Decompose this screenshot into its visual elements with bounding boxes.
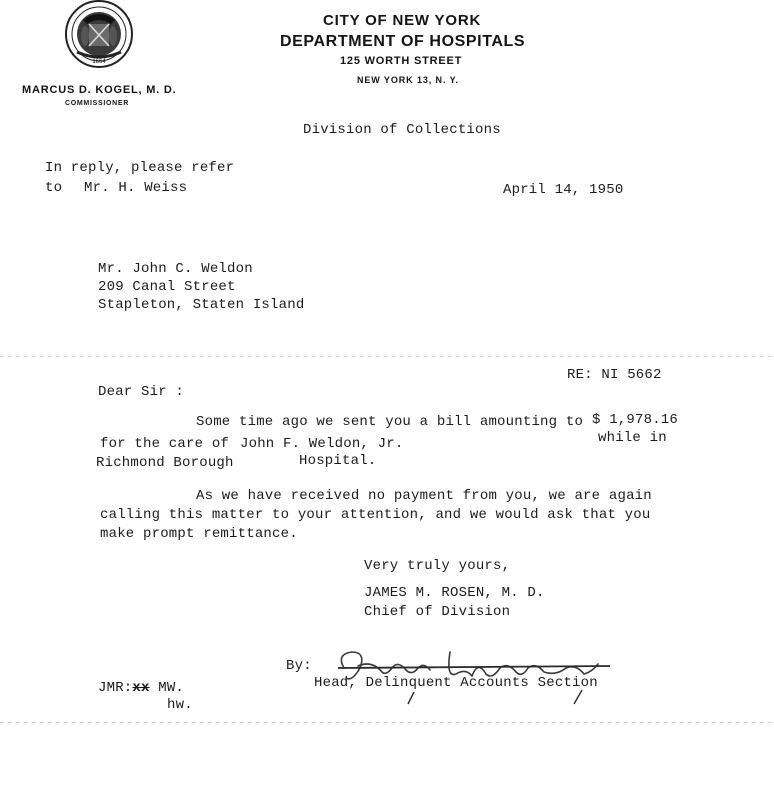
body-p1-while-in: while in — [598, 430, 667, 446]
handwritten-signature — [322, 638, 622, 706]
signer-name: JAMES M. ROSEN, M. D. — [364, 585, 545, 601]
signer-title: Chief of Division — [364, 604, 511, 620]
letterhead-street: 125 WORTH STREET — [340, 55, 463, 67]
salutation: Dear Sir : — [98, 384, 185, 400]
reply-line: In reply, please refer — [45, 160, 235, 176]
fold-line-bottom — [0, 722, 774, 723]
bill-amount: $ 1,978.16 — [592, 412, 679, 428]
body-p1-line1: Some time ago we sent you a bill amounting to — [196, 414, 584, 430]
valediction: Very truly yours, — [364, 558, 511, 574]
commissioner-title: COMMISSIONER — [65, 100, 130, 107]
fold-line-top — [0, 356, 774, 357]
body-p1-line2: for the care of — [100, 436, 230, 452]
hospital-word: Hospital. — [299, 453, 377, 469]
reference-number: RE: NI 5662 — [567, 367, 662, 383]
city-seal-icon — [59, 0, 139, 72]
body-p2-line3: make prompt remittance. — [100, 526, 298, 542]
reply-to-label: to — [45, 180, 63, 196]
letter-date: April 14, 1950 — [503, 182, 624, 198]
commissioner-name: MARCUS D. KOGEL, M. D. — [22, 84, 177, 96]
letterhead-department: DEPARTMENT OF HOSPITALS — [280, 33, 526, 50]
initials-jmr: JMR: — [98, 680, 133, 696]
initials-line1 — [98, 680, 184, 696]
letterhead-city-state: NEW YORK 13, N. Y. — [357, 75, 459, 85]
initials-struck: xx — [132, 680, 150, 696]
initials-line2: hw. — [167, 697, 193, 713]
recipient-street: 209 Canal Street — [98, 279, 236, 295]
reply-to-name: Mr. H. Weiss — [84, 180, 188, 196]
seal-year: 1664 — [92, 59, 106, 65]
hospital-borough: Richmond Borough — [96, 455, 234, 471]
letterhead-city: CITY OF NEW YORK — [323, 12, 482, 29]
body-p2-line2: calling this matter to your attention, and we would ask that you — [100, 507, 651, 523]
body-p2-line1: As we have received no payment from you, we are again — [196, 488, 652, 504]
by-label: By: — [286, 658, 312, 674]
patient-name: John F. Weldon, Jr. — [240, 436, 404, 452]
division-name: Division of Collections — [303, 122, 501, 138]
by-title: Head, Delinquent Accounts Section — [314, 675, 598, 691]
recipient-name: Mr. John C. Weldon — [98, 261, 253, 277]
initials-mw: MW. — [158, 680, 185, 696]
recipient-city: Stapleton, Staten Island — [98, 297, 305, 313]
